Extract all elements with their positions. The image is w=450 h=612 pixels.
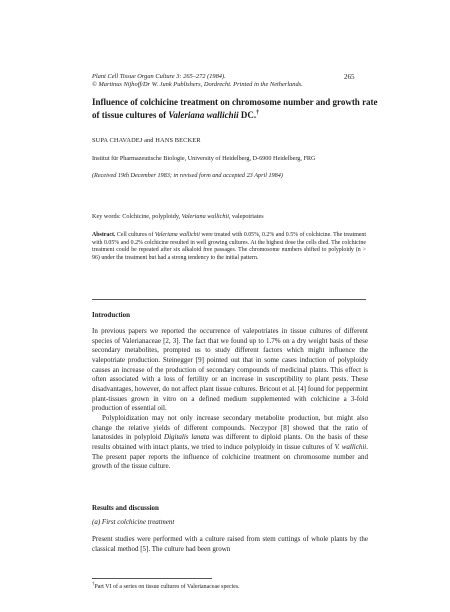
abstract-text-2: were treated with 0.05%, 0.2% and 0.5% of colchicine. The treatment with 0.05% and 0.2% colchicine resulted in well growing cultures. At the highest dose the cells died. The colchicine treatment could be repeated after six alkaloid free passages. The chromosome numbers shifted to polyploidy (n > 96) under the treatment but had a strong tendency to the initial pattern. [92,232,366,261]
footnote-mark: † [92,582,95,587]
results-subheading: (a) First colchicine treatment [92,518,175,526]
keywords-text: Colchicine, polyploidy, [120,213,182,220]
page-number: 265 [344,73,355,81]
intro-p2-species: Digitalis lanata [164,433,210,442]
abstract-text-1: Cell cultures of [115,232,155,238]
intro-p2-text-c: . The present paper reports the influence of colchicine treatment on chromosome number and growth of the tissue culture. [92,442,369,471]
authors: SUPA CHAVADEJ and HANS BECKER [92,137,201,144]
abstract-label: Abstract. [92,232,116,238]
intro-p2-text-b: was different to diploid plants. On the basis of these results obtained with intact plants, we tried to induce polyploidy in tissue cultures of [92,433,368,451]
affiliation: Institut für Pharmazeutische Biologie, University of Heidelberg, D-6900 Heidelberg, FRG [92,155,316,162]
keywords-label: Key words: [92,213,121,220]
introduction-body [92,327,368,472]
intro-p2-species-2: V. wallichii [334,442,367,451]
footnote [92,582,240,590]
abstract-species: Valeriana wallichii [154,232,200,238]
footnote-text: Part VI of a series on tissue cultures of Valerianaceae species. [94,583,240,590]
article-title [92,97,382,121]
results-heading: Results and discussion [92,504,159,512]
journal-citation: Plant Cell Tissue Organ Culture 3: 265–272 (1984). [92,73,226,80]
footnote-divider [92,578,212,579]
introduction-paragraph-2 [92,414,368,472]
title-suffix: DC. [238,110,257,120]
publisher-line: © Martinus Nijhoff/Dr W. Junk Publishers, Dordrecht. Printed in the Netherlands. [92,81,303,88]
keywords [92,213,264,220]
intro-p2-text-a: Polyploidization may not only increase secondary metabolite production, but might also change the relative yields of different compounds. Neczypor [8] showed that the ratio of lanatosides in polyploid [92,413,368,442]
abstract [92,232,366,262]
journal-header [92,73,303,89]
keywords-species: Valeriana wallichii [181,213,229,220]
introduction-paragraph-1: In previous papers we reported the occurrence of valepotriates in tissue cultures of different species of Valerianaceae [2, 3]. The fact that we found up to 1.7% on a dry weight basis of these secondary metabolites, prompted us to study different factors which might influence the valepotriate production. Steinegger [9] pointed out that in some cases induction of polyploidy causes an increase of the production of secondary compounds of medicinal plants. This effect is often associated with a loss of fertility or an increase in susceptibility to plant pests. These disadvantages, however, do not affect plant tissue cultures. Bricout et al. [4] found for peppermint plant-tissues grown in vitro on a defined medium supplemented with colchicine a 3-fold production of essential oil. [92,327,368,413]
introduction-heading: Introduction [92,311,130,319]
title-text: Influence of colchicine treatment on chromosome number and growth rate of tissue cultures of [92,97,378,120]
title-species: Valeriana wallichii [168,110,239,120]
title-footnote-mark: † [256,110,260,116]
received-dates: (Received 19th December 1983; in revised form and accepted 23 April 1984) [92,172,283,179]
keywords-tail: , valepotriates [228,213,264,220]
section-divider [92,299,366,300]
results-body: Present studies were performed with a culture raised from stem cuttings of whole plants by the classical method [5]. The culture had been grown [92,535,368,553]
